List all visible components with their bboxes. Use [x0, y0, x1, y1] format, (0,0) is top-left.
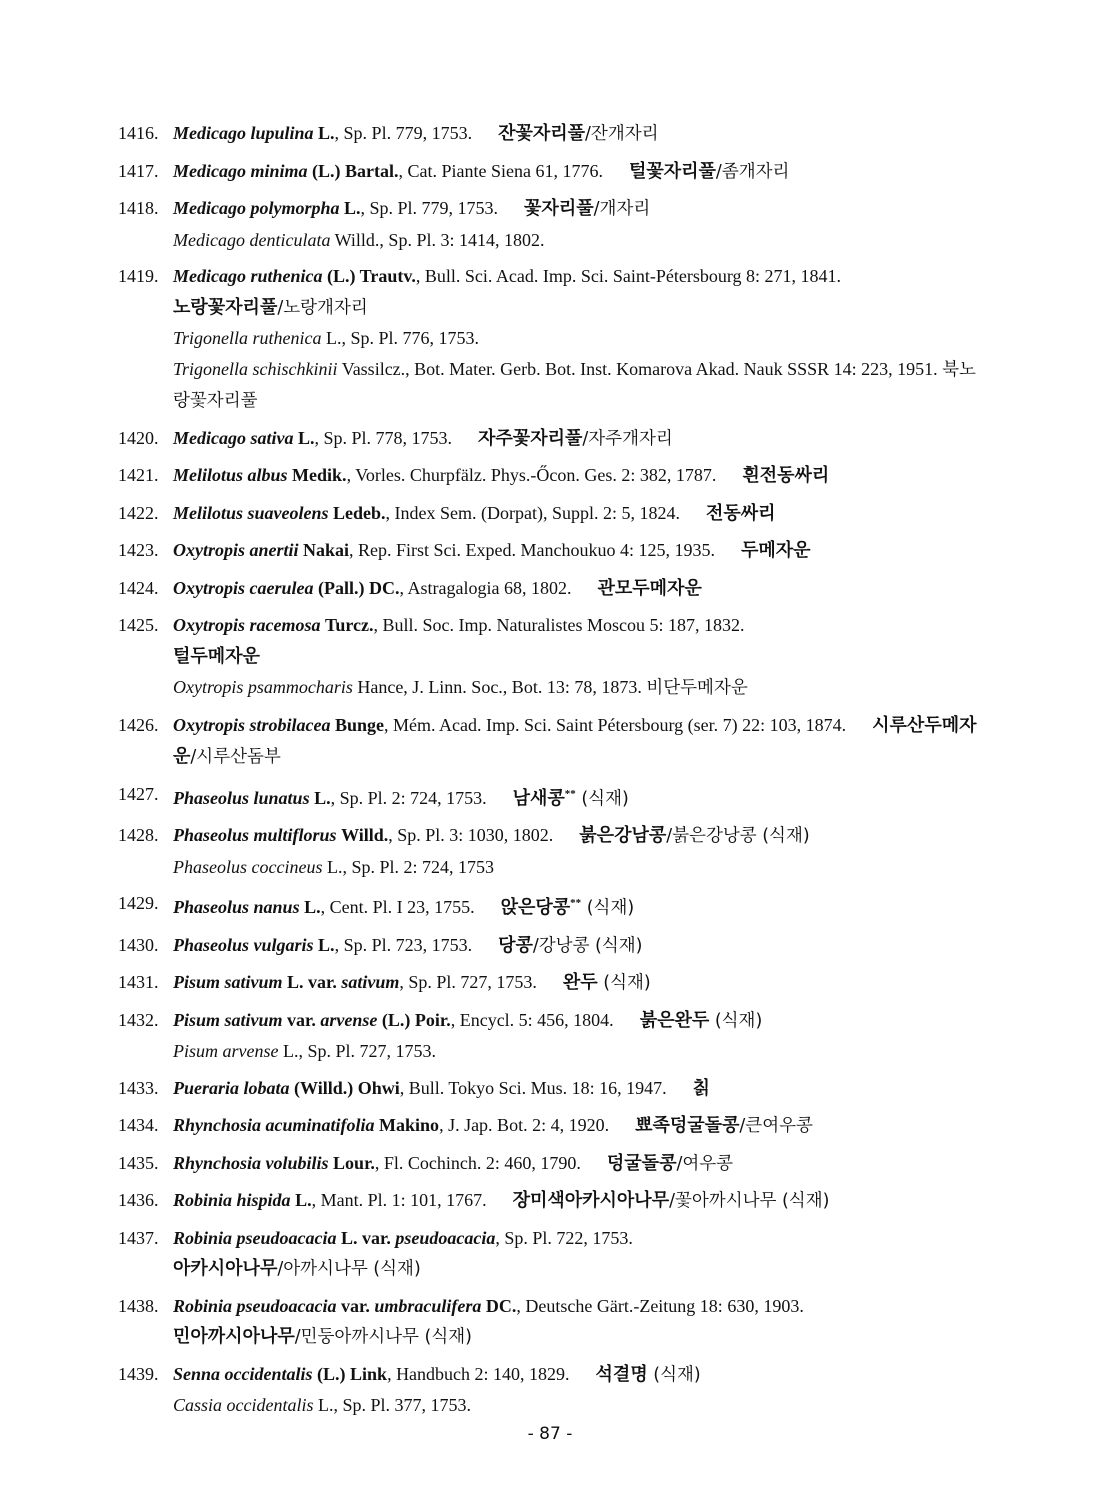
korean-alt-name: /강낭콩 (식재) — [532, 935, 643, 956]
korean-name: 자주꽃자리풀 — [478, 427, 583, 449]
entry-number: 1418. — [118, 198, 159, 218]
species-entry — [118, 779, 988, 815]
species-entry — [118, 930, 988, 962]
synonym — [118, 852, 988, 883]
korean-alt-name: (식재) — [709, 1010, 763, 1031]
korean-alt-name: /꽃아까시나무 (식재) — [669, 1191, 830, 1211]
synonym-genus: Trigonella — [173, 328, 249, 348]
infraspecific-epithet: umbraculifera — [374, 1295, 482, 1316]
species-epithet: racemosa — [249, 615, 321, 635]
species-entry — [118, 498, 988, 530]
korean-alt-name: (식재) — [597, 973, 651, 993]
korean-alt-name: (식재) — [581, 898, 635, 918]
entry-number: 1422. — [118, 502, 159, 523]
synonym-epithet: arvense — [222, 1041, 279, 1061]
korean-alt-name: /민둥아까시나무 (식재) — [294, 1327, 472, 1347]
species-epithet: hispida — [236, 1190, 291, 1210]
entry-number: 1439. — [118, 1363, 159, 1384]
species-entry — [118, 1185, 988, 1217]
citation: , J. Jap. Bot. 2: 4, 1920. — [439, 1115, 610, 1135]
citation: , Deutsche Gärt.-Zeitung 18: 630, 1903. — [516, 1295, 804, 1316]
entry-number: 1427. — [118, 783, 159, 804]
korean-alt-name: /아까시나무 (식재) — [277, 1259, 421, 1279]
species-entry — [118, 573, 988, 605]
synonym-epithet: ruthenica — [252, 328, 322, 348]
species-entry — [118, 710, 988, 773]
synonym-citation: Hance, J. Linn. Soc., Bot. 13: 78, 1873. — [357, 677, 642, 697]
entry-number: 1428. — [118, 825, 159, 845]
korean-name: 완두 — [562, 972, 598, 993]
synonym — [118, 672, 988, 704]
citation: , Fl. Cochinch. 2: 460, 1790. — [374, 1152, 581, 1173]
author: Turcz. — [325, 615, 374, 635]
synonym-genus: Phaseolus — [173, 856, 247, 877]
infraspecific-epithet: arvense — [320, 1009, 378, 1030]
synonym-citation: L., Sp. Pl. 2: 724, 1753 — [326, 856, 494, 877]
author: var. — [287, 1009, 316, 1030]
korean-name: 석결명 — [595, 1363, 648, 1385]
species-epithet: lobata — [243, 1077, 290, 1098]
korean-name: 잔꽃자리풀 — [498, 123, 586, 144]
korean-name: 당콩 — [498, 934, 533, 956]
genus-name: Phaseolus — [173, 897, 250, 917]
genus-name: Rhynchosia — [173, 1152, 262, 1173]
author: var. — [341, 1295, 370, 1316]
species-entry — [118, 888, 988, 924]
author: (Pall.) DC. — [317, 577, 400, 598]
species-entry — [118, 1223, 988, 1285]
genus-name: Pueraria — [173, 1077, 240, 1098]
infraspecific-author: DC. — [485, 1295, 517, 1316]
citation: , Sp. Pl. 779, 1753. — [334, 123, 473, 143]
genus-name: Pisum — [173, 972, 221, 992]
korean-alt-name: /좀개자리 — [715, 161, 790, 182]
entry-number: 1431. — [118, 972, 159, 992]
species-epithet: nanus — [253, 897, 300, 917]
citation: , Vorles. Churpfälz. Phys.-Őcon. Ges. 2: 382, 1787. — [346, 465, 717, 485]
korean-alt-name: /붉은강낭콩 (식재) — [666, 826, 810, 846]
genus-name: Pisum — [173, 1009, 221, 1030]
korean-name: 붉은강남콩 — [579, 825, 667, 846]
species-epithet: strobilacea — [249, 714, 331, 735]
entry-number: 1419. — [118, 266, 159, 286]
entry-number: 1434. — [118, 1115, 159, 1135]
korean-alt-name: /개자리 — [593, 199, 651, 219]
synonym — [118, 1036, 988, 1067]
entry-number: 1425. — [118, 615, 159, 635]
genus-name: Senna — [173, 1363, 221, 1384]
species-epithet: multiflorus — [253, 825, 337, 845]
citation: , Sp. Pl. 723, 1753. — [334, 934, 473, 955]
page-number: - 87 - — [527, 1424, 573, 1444]
genus-name: Phaseolus — [173, 787, 250, 808]
species-epithet: minima — [250, 160, 308, 181]
genus-name: Melilotus — [173, 502, 244, 523]
entry-number: 1432. — [118, 1009, 159, 1030]
author: L. — [344, 198, 361, 218]
author: L. — [318, 934, 335, 955]
korean-name: 남새콩 — [512, 787, 565, 809]
synonym-genus: Oxytropis — [173, 677, 244, 697]
synonym — [118, 323, 988, 354]
entry-number: 1424. — [118, 577, 159, 598]
korean-alt-name: /여우콩 — [676, 1153, 734, 1174]
synonym — [118, 1390, 988, 1421]
species-entry — [118, 967, 988, 999]
species-entry — [118, 1073, 988, 1105]
korean-name: 아카시아나무 — [173, 1258, 278, 1279]
infraspecific-author: (L.) Poir. — [381, 1009, 451, 1030]
species-epithet: pseudoacacia — [236, 1295, 337, 1316]
author: Bunge — [335, 714, 385, 735]
korean-name: 붉은완두 — [639, 1009, 710, 1031]
korean-name: 민아까시아나무 — [173, 1326, 295, 1347]
korean-name: 장미색아카시아나무 — [512, 1190, 670, 1211]
synonym — [118, 354, 988, 417]
author: Willd. — [341, 825, 389, 845]
citation: , Bull. Soc. Imp. Naturalistes Moscou 5: 187, 1832. — [373, 615, 745, 635]
genus-name: Rhynchosia — [173, 1115, 262, 1135]
korean-name: 시루산두메자운 — [173, 714, 977, 767]
species-entry — [118, 193, 988, 255]
synonym-citation: Vassilcz., Bot. Mater. Gerb. Bot. Inst. Komarova Akad. Nauk SSSR 14: 223, 1951. — [341, 358, 938, 379]
korean-name: 꽃자리풀 — [524, 198, 594, 219]
species-entry — [118, 1005, 988, 1067]
korean-name: 흰전동싸리 — [742, 465, 830, 486]
citation: , Index Sem. (Dorpat), Suppl. 2: 5, 1824. — [385, 502, 680, 523]
korean-name: 털꽃자리풀 — [628, 160, 716, 182]
entry-number: 1420. — [118, 427, 159, 448]
author: L. — [304, 897, 321, 917]
author: L. — [295, 1190, 312, 1210]
author: L. var. — [287, 972, 337, 992]
korean-name: 덩굴돌콩 — [606, 1152, 677, 1174]
synonym-citation: L., Sp. Pl. 377, 1753. — [318, 1395, 472, 1415]
entry-number: 1435. — [118, 1152, 159, 1173]
korean-alt-name: /자주개자리 — [582, 428, 673, 449]
genus-name: Robinia — [173, 1227, 233, 1248]
entry-number: 1438. — [118, 1295, 159, 1316]
species-epithet: vulgaris — [253, 934, 314, 955]
entry-number: 1433. — [118, 1077, 159, 1098]
entry-number: 1430. — [118, 934, 159, 955]
korean-name: 앉은당콩 — [500, 897, 571, 918]
synonym-korean-name: 북노랑꽃자리풀 — [173, 359, 976, 411]
korean-alt-name: (식재) — [575, 788, 629, 809]
synonym-epithet: psammocharis — [247, 677, 353, 697]
citation: , Sp. Pl. 722, 1753. — [495, 1227, 633, 1248]
synonym-genus: Medicago — [173, 229, 245, 250]
synonym-epithet: schischkinii — [252, 358, 338, 379]
species-epithet: volubilis — [265, 1152, 329, 1173]
author: Medik. — [292, 465, 347, 485]
species-entry — [118, 820, 988, 882]
author: L. var. — [341, 1227, 391, 1248]
author: L. — [314, 787, 331, 808]
infraspecific-epithet: pseudoacacia — [395, 1227, 496, 1248]
new-name-mark: ** — [564, 787, 576, 800]
species-epithet: suaveolens — [247, 502, 329, 523]
species-epithet: occidentalis — [224, 1363, 313, 1384]
genus-name: Oxytropis — [173, 714, 245, 735]
synonym — [118, 225, 988, 256]
citation: , Handbuch 2: 140, 1829. — [387, 1363, 570, 1384]
korean-name: 관모두메자운 — [597, 577, 702, 599]
korean-alt-name: /잔개자리 — [585, 124, 659, 144]
species-entry — [118, 118, 988, 150]
author: Lour. — [333, 1152, 375, 1173]
genus-name: Oxytropis — [173, 615, 245, 635]
infraspecific-epithet: sativum — [341, 972, 400, 992]
genus-name: Oxytropis — [173, 577, 245, 598]
genus-name: Medicago — [173, 427, 246, 448]
synonym-korean-name: 비단두메자운 — [646, 678, 748, 698]
species-entry — [118, 1148, 988, 1180]
species-entry — [118, 1359, 988, 1421]
species-epithet: albus — [247, 465, 288, 485]
korean-alt-name: /시루산돔부 — [190, 747, 281, 767]
species-epithet: lupulina — [250, 123, 314, 143]
korean-alt-name: (식재) — [647, 1364, 701, 1385]
new-name-mark: ** — [570, 897, 582, 909]
genus-name: Medicago — [173, 160, 246, 181]
species-epithet: polymorpha — [250, 198, 340, 218]
genus-name: Medicago — [173, 266, 246, 286]
species-epithet: lunatus — [253, 787, 310, 808]
citation: , Astragalogia 68, 1802. — [399, 577, 572, 598]
entry-number: 1421. — [118, 465, 159, 485]
genus-name: Medicago — [173, 198, 246, 218]
genus-name: Medicago — [173, 123, 246, 143]
genus-name: Robinia — [173, 1295, 233, 1316]
species-epithet: acuminatifolia — [265, 1115, 375, 1135]
synonym-epithet: denticulata — [249, 229, 331, 250]
species-entry — [118, 423, 988, 455]
entry-number: 1426. — [118, 714, 159, 735]
species-entry — [118, 460, 988, 492]
entry-number: 1417. — [118, 160, 159, 181]
genus-name: Robinia — [173, 1190, 233, 1210]
citation: , Sp. Pl. 727, 1753. — [399, 972, 537, 992]
species-epithet: sativum — [224, 1009, 283, 1030]
entry-number: 1423. — [118, 540, 159, 560]
species-entry — [118, 535, 988, 567]
species-list — [118, 118, 988, 1427]
synonym-epithet: occidentalis — [226, 1395, 314, 1415]
species-epithet: anertii — [249, 540, 299, 560]
citation: , Encycl. 5: 456, 1804. — [450, 1009, 614, 1030]
author: Ledeb. — [333, 502, 386, 523]
citation: , Bull. Sci. Acad. Imp. Sci. Saint-Pétersbourg 8: 271, 1841. — [415, 266, 842, 286]
entry-number: 1416. — [118, 123, 159, 143]
synonym-citation: Willd., Sp. Pl. 3: 1414, 1802. — [334, 229, 545, 250]
citation: , Sp. Pl. 3: 1030, 1802. — [388, 825, 554, 845]
synonym-genus: Pisum — [173, 1041, 218, 1061]
genus-name: Oxytropis — [173, 540, 245, 560]
citation: , Sp. Pl. 778, 1753. — [314, 427, 453, 448]
author: L. — [297, 427, 315, 448]
korean-name: 두메자운 — [741, 540, 811, 561]
synonym-epithet: coccineus — [251, 856, 323, 877]
author: (L.) Bartal. — [312, 160, 399, 181]
species-entry — [118, 1110, 988, 1142]
author: (L.) Trautv. — [327, 266, 416, 286]
author: Nakai — [303, 540, 350, 560]
genus-name: Phaseolus — [173, 825, 250, 845]
genus-name: Melilotus — [173, 465, 244, 485]
synonym-citation: L., Sp. Pl. 776, 1753. — [326, 328, 480, 348]
citation: , Cent. Pl. I 23, 1755. — [320, 897, 475, 917]
synonym-genus: Trigonella — [173, 358, 249, 379]
entry-number: 1436. — [118, 1190, 159, 1210]
species-epithet: sativum — [224, 972, 283, 992]
species-entry — [118, 156, 988, 188]
korean-name: 털두메자운 — [173, 645, 260, 667]
species-epithet: caerulea — [249, 577, 314, 598]
species-epithet: sativa — [250, 427, 294, 448]
citation: , Cat. Piante Siena 61, 1776. — [398, 160, 603, 181]
citation: , Rep. First Sci. Exped. Manchoukuo 4: 125, 1935. — [349, 540, 716, 560]
citation: , Mant. Pl. 1: 101, 1767. — [311, 1190, 487, 1210]
citation: , Sp. Pl. 2: 724, 1753. — [330, 787, 487, 808]
citation: , Sp. Pl. 779, 1753. — [360, 198, 499, 218]
species-epithet: ruthenica — [250, 266, 323, 286]
species-entry — [118, 1291, 988, 1353]
genus-name: Phaseolus — [173, 934, 250, 955]
korean-alt-name: /노랑개자리 — [277, 297, 368, 318]
author: Makino — [379, 1115, 440, 1135]
species-epithet: pseudoacacia — [236, 1227, 337, 1248]
entry-number: 1437. — [118, 1227, 159, 1248]
citation: , Bull. Tokyo Sci. Mus. 18: 16, 1947. — [399, 1077, 667, 1098]
species-entry — [118, 261, 988, 417]
korean-name: 전동싸리 — [706, 502, 776, 524]
korean-name: 칡 — [692, 1077, 711, 1099]
synonym-citation: L., Sp. Pl. 727, 1753. — [282, 1041, 437, 1061]
species-entry — [118, 610, 988, 704]
korean-alt-name: /큰여우콩 — [739, 1116, 813, 1136]
entry-number: 1429. — [118, 893, 159, 913]
korean-name: 노랑꽃자리풀 — [173, 296, 278, 318]
citation: , Mém. Acad. Imp. Sci. Saint Pétersbourg (ser. 7) 22: 103, 1874. — [384, 714, 847, 735]
author: L. — [318, 123, 335, 143]
korean-name: 뾰족덩굴돌콩 — [635, 1115, 740, 1136]
author: (L.) Link — [317, 1363, 388, 1384]
synonym-genus: Cassia — [173, 1395, 223, 1415]
author: (Willd.) Ohwi — [294, 1077, 400, 1098]
